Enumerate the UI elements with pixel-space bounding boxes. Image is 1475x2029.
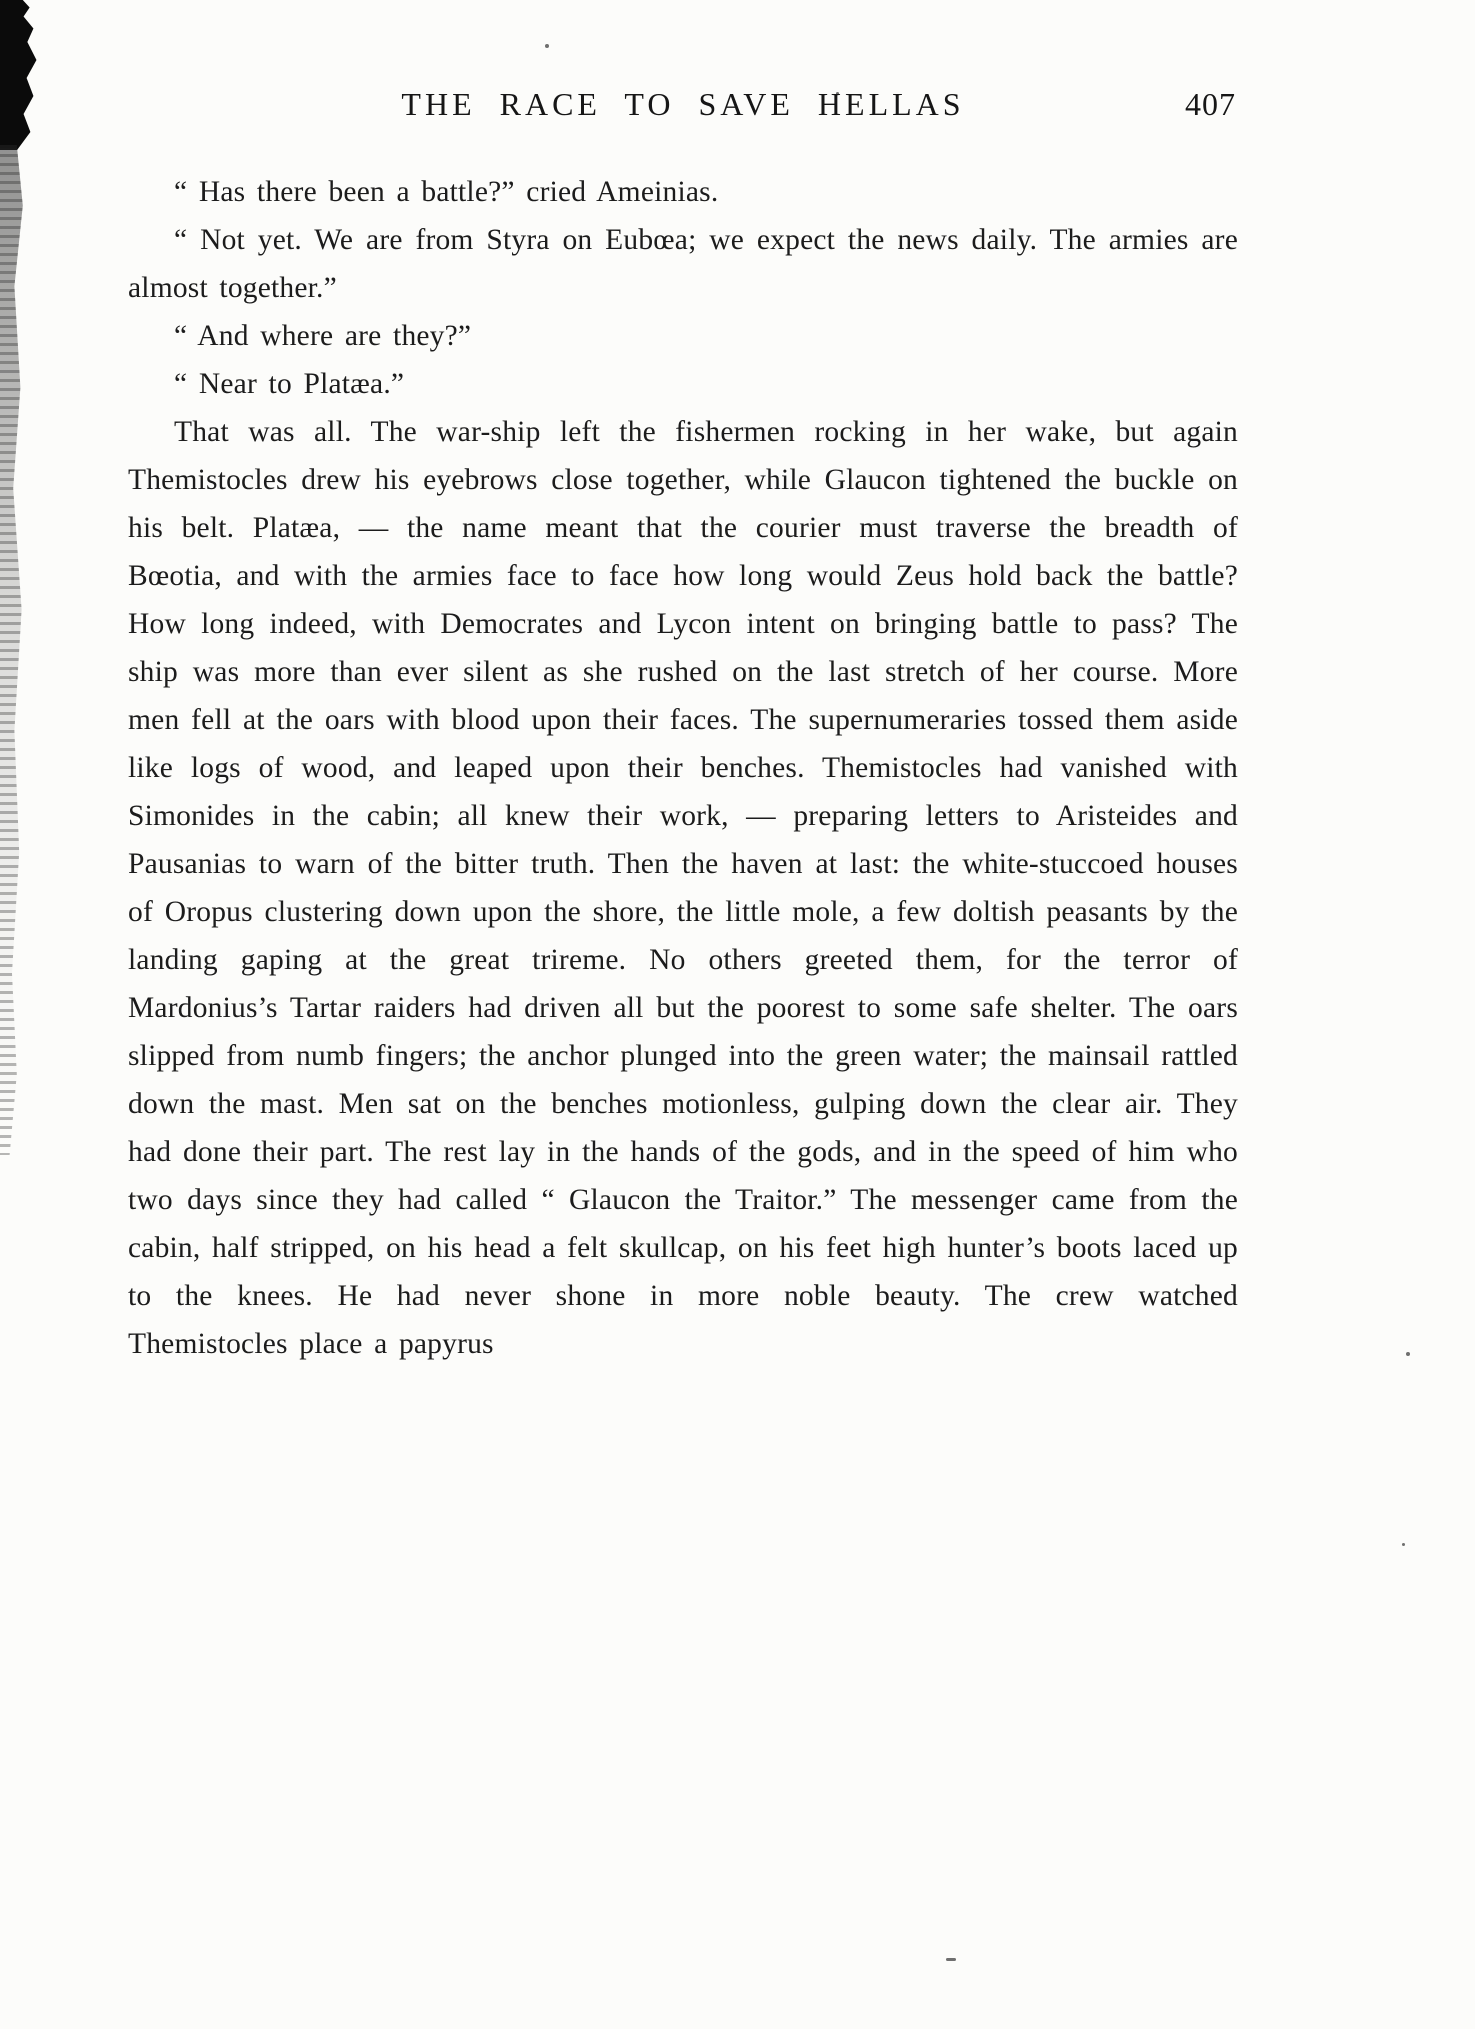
- scan-artifact-edge: [0, 145, 24, 1155]
- running-header: [128, 86, 1238, 136]
- text-column: [128, 86, 1238, 1368]
- paragraph-dialogue-2: “ Not yet. We are from Styra on Eubœa; we expect the news daily. The armies are almost together.”: [128, 224, 1238, 304]
- scan-speckle: [1402, 1543, 1405, 1546]
- paragraph-dialogue-1: “ Has there been a battle?” cried Ameinias.: [174, 176, 719, 208]
- paragraph-dialogue-4: “ Near to Platæa.”: [174, 368, 405, 400]
- scan-speckle: [545, 44, 549, 48]
- scan-artifact-corner: [0, 0, 38, 150]
- paragraph-narrative: That was all. The war-ship left the fishermen rocking in her wake, but again Themistocles drew his eyebrows close together, while Glaucon tightened the buckle on his belt. Platæa, — the name meant that the courier must traverse the breadth of Bœotia, and with the armies face to face how long would Zeus hold back the battle? How long indeed, with Democrates and Lycon intent on bringing battle to pass? The ship was more than ever silent as she rushed on the last stretch of her course. More men fell at the oars with blood upon their faces. The supernumeraries tossed them aside like logs of wood, and leaped upon their benches. Themistocles had vanished with Simonides in the cabin; all knew their work, — preparing letters to Aristeides and Pausanias to warn of the bitter truth. Then the haven at last: the white-stuccoed houses of Oropus clustering down upon the shore, the little mole, a few doltish peasants by the landing gaping at the great trireme. No others greeted them, for the terror of Mardonius’s Tartar raiders had driven all but the poorest to some safe shelter. The oars slipped from numb fingers; the anchor plunged into the green water; the mainsail rattled down the mast. Men sat on the benches motionless, gulping down the clear air. They had done their part. The rest lay in the hands of the gods, and in the speed of him who two days since they had called “ Glaucon the Traitor.” The messenger came from the cabin, half stripped, on his head a felt skullcap, on his feet high hunter’s boots laced up to the knees. He had never shone in more noble beauty. The crew watched Themistocles place a papyrus: [128, 416, 1238, 1360]
- scan-speckle: [946, 1958, 956, 1961]
- page-title: THE RACE TO SAVE HELLAS: [401, 86, 965, 122]
- scan-speckle: [1406, 1352, 1410, 1356]
- page-number: 407: [1185, 86, 1236, 122]
- paragraph-dialogue-3: “ And where are they?”: [174, 320, 472, 352]
